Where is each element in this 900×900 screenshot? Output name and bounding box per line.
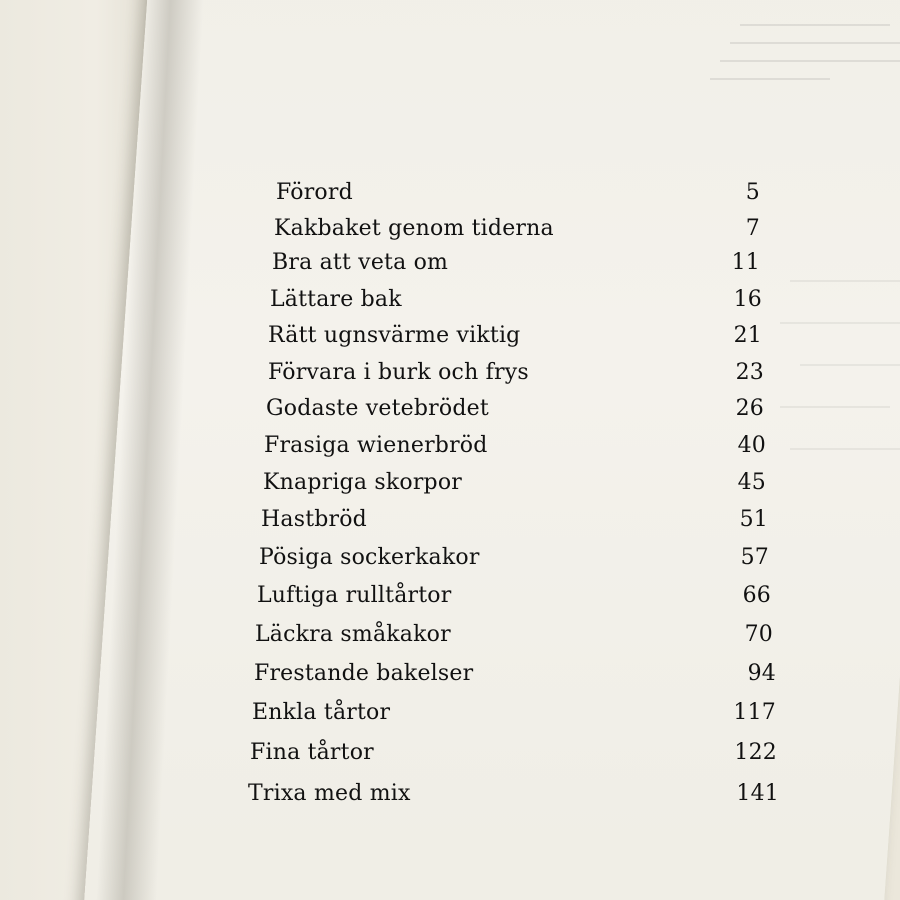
toc-entry-page: 94: [747, 661, 776, 686]
toc-entry-title: Luftiga rulltårtor: [257, 583, 452, 608]
toc-entry-title: Rätt ugnsvärme viktig: [268, 323, 521, 348]
toc-entry: [252, 700, 776, 734]
toc-entry-page: 70: [744, 622, 773, 647]
toc-entry-page: 11: [731, 250, 760, 275]
toc-entry: [272, 250, 760, 284]
toc-entry-page: 7: [745, 216, 760, 241]
toc-entry-title: Pösiga sockerkakor: [259, 545, 480, 570]
toc-entry-page: 57: [740, 545, 769, 570]
toc-entry-page: 23: [735, 360, 764, 385]
toc-entry: [270, 287, 762, 321]
toc-entry: [268, 360, 764, 394]
toc-entry-title: Enkla tårtor: [252, 700, 391, 725]
toc-entry-page: 122: [734, 740, 777, 765]
toc-entry-page: 66: [742, 583, 771, 608]
toc-entry-page: 5: [745, 180, 760, 205]
toc-entry-title: Bra att veta om: [272, 250, 449, 275]
toc-entry-page: 21: [733, 323, 762, 348]
toc-entry: [259, 545, 769, 579]
toc-entry-title: Kakbaket genom tiderna: [274, 216, 554, 241]
toc-entry-page: 45: [737, 470, 766, 495]
toc-entry: [250, 740, 777, 774]
toc-entry: [254, 661, 776, 695]
toc-entry-title: Hastbröd: [261, 507, 367, 532]
toc-entry-title: Fina tårtor: [250, 740, 374, 765]
toc-entry-page: 51: [739, 507, 768, 532]
toc-entry: [276, 180, 760, 214]
toc-entry: [274, 216, 760, 250]
toc-entry-title: Läckra småkakor: [255, 622, 451, 647]
toc-entry-page: 26: [735, 396, 764, 421]
toc-entry: [264, 433, 766, 467]
toc-entry-title: Godaste vetebrödet: [266, 396, 489, 421]
toc-entry-title: Frestande bakelser: [254, 661, 474, 686]
toc-entry: [266, 396, 764, 430]
toc-entry-page: 117: [733, 700, 776, 725]
toc-entry-title: Knapriga skorpor: [263, 470, 462, 495]
toc-entry-page: 141: [736, 781, 779, 806]
toc-entry: [255, 622, 773, 656]
toc-entry: [248, 781, 779, 815]
toc-entry-page: 40: [737, 433, 766, 458]
toc-entry-title: Trixa med mix: [248, 781, 411, 806]
toc-entry: [263, 470, 766, 504]
toc-entry-page: 16: [733, 287, 762, 312]
toc-entry-title: Förvara i burk och frys: [268, 360, 529, 385]
toc-entry-title: Lättare bak: [270, 287, 402, 312]
toc-entry: [268, 323, 762, 357]
toc-entry: [261, 507, 768, 541]
toc-entry-title: Förord: [276, 180, 353, 205]
toc-entry-title: Frasiga wienerbröd: [264, 433, 488, 458]
toc-entry: [257, 583, 771, 617]
